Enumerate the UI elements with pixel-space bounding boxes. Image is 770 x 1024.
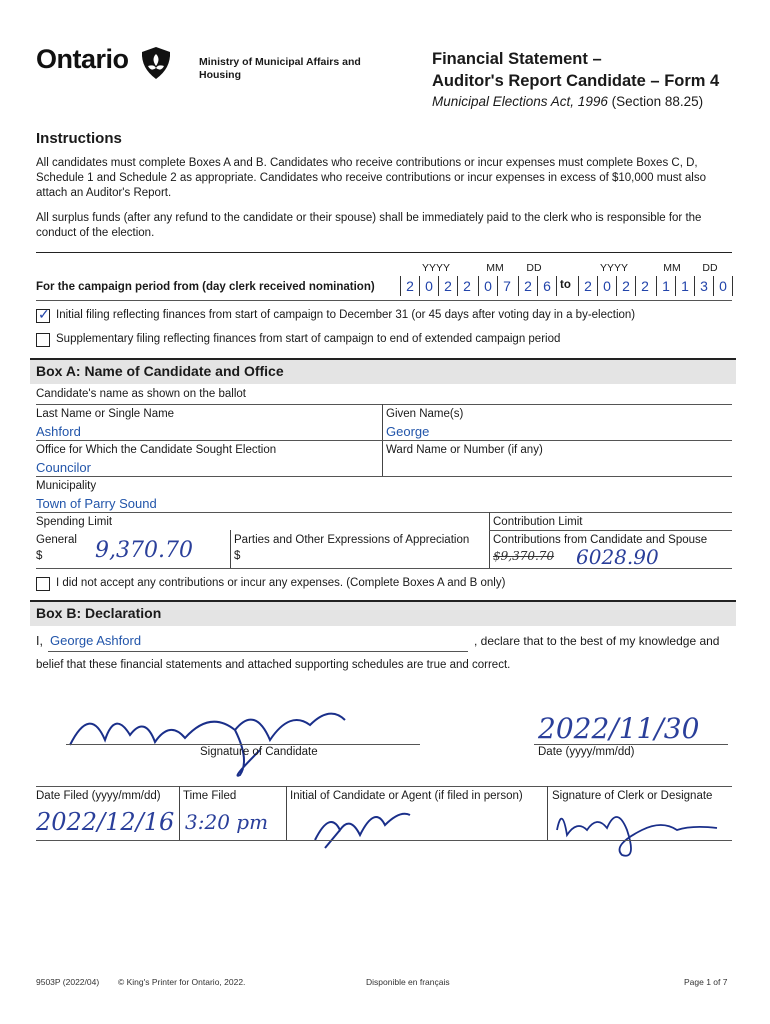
to-yyyy-head: YYYY [599, 262, 628, 274]
instructions-paragraph-2: All surplus funds (after any refund to the candidate or their spouse) shall be immediately paid to the clerk who is responsible for the conduct of the election. [36, 212, 702, 239]
parties-label: Parties and Other Expressions of Appreciation [234, 534, 470, 546]
divider [489, 512, 490, 568]
parties-dollar-sign: $ [234, 550, 241, 562]
divider [547, 786, 548, 840]
initial-filing-label: Initial filing reflecting finances from start of campaign to December 31 (or 45 days after voting day in a by-election) [56, 309, 636, 321]
act-section: (Section 88.25) [607, 94, 704, 109]
contributions-limit-field[interactable]: 6028.90 [576, 545, 659, 569]
ministry-name: Ministry of Municipal Affairs and Housing [199, 56, 361, 81]
signature-label: Signature of Candidate [200, 746, 318, 758]
given-names-field[interactable]: George [386, 424, 430, 439]
contributions-struck-value: $9,370.70 [493, 549, 555, 563]
divider [36, 440, 732, 441]
contribution-limit-label: Contribution Limit [493, 516, 583, 528]
from-yyyy-head: YYYY [421, 262, 450, 274]
from-mm-head: MM [486, 262, 504, 274]
form-id: 9503P (2022/04) [36, 977, 100, 987]
form-title [432, 48, 752, 92]
agent-initial-signature[interactable] [305, 800, 415, 850]
from-date-digit[interactable]: 7 [497, 276, 516, 296]
box-b-title: Box B: Declaration [36, 605, 162, 621]
divider [230, 530, 231, 568]
time-filed-field[interactable]: 3:20 pm [185, 810, 269, 834]
time-filed-label: Time Filed [183, 790, 237, 802]
contributions-candidate-label: Contributions from Candidate and Spouse [493, 534, 708, 546]
campaign-period-label: For the campaign period from (day clerk received nomination) [36, 281, 375, 293]
general-dollar-sign: $ [36, 550, 43, 562]
declarant-prefix: I, [36, 634, 43, 648]
candidate-signature[interactable] [60, 700, 360, 780]
divider [179, 786, 180, 840]
divider [36, 786, 732, 787]
divider [36, 476, 732, 477]
to-date-digit[interactable]: 2 [616, 276, 635, 296]
signature-date-field[interactable]: 2022/11/30 [538, 712, 700, 745]
page-number: Page 1 of 7 [684, 977, 728, 987]
from-date-digit[interactable]: 6 [537, 276, 557, 296]
initial-label: Initial of Candidate or Agent (if filed in person) [290, 790, 523, 802]
instructions-heading: Instructions [36, 130, 122, 147]
from-date-digit[interactable]: 0 [419, 276, 438, 296]
municipality-label: Municipality [36, 480, 97, 492]
checkmark-icon: ✓ [38, 306, 50, 322]
trillium-logo-icon [140, 46, 172, 80]
to-date-digit[interactable]: 0 [713, 276, 733, 296]
to-mm-head: MM [663, 262, 681, 274]
to-date-digit[interactable]: 2 [578, 276, 597, 296]
supplementary-filing-checkbox[interactable] [36, 333, 50, 347]
declarant-underline [48, 651, 468, 652]
ballot-name-note: Candidate's name as shown on the ballot [36, 388, 246, 400]
general-limit-field[interactable]: 9,370.70 [95, 538, 193, 563]
divider [36, 404, 732, 405]
office-field[interactable]: Councilor [36, 460, 91, 475]
declarant-name-field[interactable]: George Ashford [50, 633, 142, 648]
date-line [534, 744, 728, 745]
last-name-field[interactable]: Ashford [36, 424, 81, 439]
spending-limit-label: Spending Limit [36, 516, 113, 528]
to-date-digit[interactable]: 2 [635, 276, 654, 296]
divider [489, 530, 732, 531]
date-filed-label: Date Filed (yyyy/mm/dd) [36, 790, 161, 802]
no-contributions-checkbox[interactable] [36, 577, 50, 591]
instructions-paragraph-1: All candidates must complete Boxes A and B. Candidates who receive contributions or incur expenses must complete Boxes C, D, Schedule 1 and Schedule 2 as appropriate. Candidates who receive contributions or incur expenses in excess of $10,000 must also attach an Auditor's Report. [36, 157, 706, 199]
clerk-signature-label: Signature of Clerk or Designate [552, 790, 713, 802]
divider [36, 512, 732, 513]
from-date-digit[interactable]: 2 [518, 276, 537, 296]
general-label: General [36, 534, 77, 546]
signature-date-label: Date (yyyy/mm/dd) [538, 746, 635, 758]
box-a-header [30, 358, 736, 384]
divider [36, 840, 732, 841]
ontario-logo-text: Ontario [36, 44, 129, 74]
copyright: © King's Printer for Ontario, 2022. [118, 977, 246, 987]
no-contributions-label: I did not accept any contributions or incur any expenses. (Complete Boxes A and B only) [56, 577, 506, 589]
box-a-title: Box A: Name of Candidate and Office [36, 363, 284, 379]
date-filed-field[interactable]: 2022/12/16 [36, 808, 175, 836]
given-names-label: Given Name(s) [386, 408, 464, 420]
form-title-line2: Auditor's Report Candidate – Form 4 [432, 72, 720, 90]
supplementary-filing-label: Supplementary filing reflecting finances from start of campaign to end of extended campaign period [56, 333, 561, 345]
from-dd-head: DD [526, 262, 542, 274]
act-name: Municipal Elections Act, 1996 [432, 94, 608, 109]
form-title-line1: Financial Statement – [432, 50, 602, 68]
box-b-header [30, 600, 736, 626]
to-dd-head: DD [702, 262, 718, 274]
from-date-digit[interactable]: 2 [457, 276, 476, 296]
divider [36, 300, 732, 301]
from-date-digit[interactable]: 2 [400, 276, 419, 296]
declaration-text: , declare that to the best of my knowledge and [474, 634, 720, 648]
ward-label: Ward Name or Number (if any) [386, 444, 543, 456]
last-name-label: Last Name or Single Name [36, 408, 175, 420]
french-link[interactable]: Disponible en français [366, 977, 450, 987]
initial-filing-checkbox[interactable] [36, 306, 50, 323]
to-date-digit[interactable]: 3 [694, 276, 713, 296]
divider [36, 568, 732, 569]
to-date-digit[interactable]: 1 [656, 276, 675, 296]
divider [36, 252, 732, 253]
divider [286, 786, 287, 840]
act-reference [432, 94, 762, 109]
to-date-digit[interactable]: 0 [597, 276, 616, 296]
belief-text: belief that these financial statements and attached supporting schedules are true and correct. [36, 659, 511, 671]
from-date-digit[interactable]: 0 [478, 276, 497, 296]
municipality-field[interactable]: Town of Parry Sound [36, 496, 157, 511]
signature-line [66, 744, 420, 745]
to-date-digit[interactable]: 1 [675, 276, 694, 296]
clerk-signature[interactable] [552, 800, 722, 870]
period-to-label: to [560, 279, 571, 291]
from-date-digit[interactable]: 2 [438, 276, 457, 296]
office-label: Office for Which the Candidate Sought Election [36, 444, 277, 456]
